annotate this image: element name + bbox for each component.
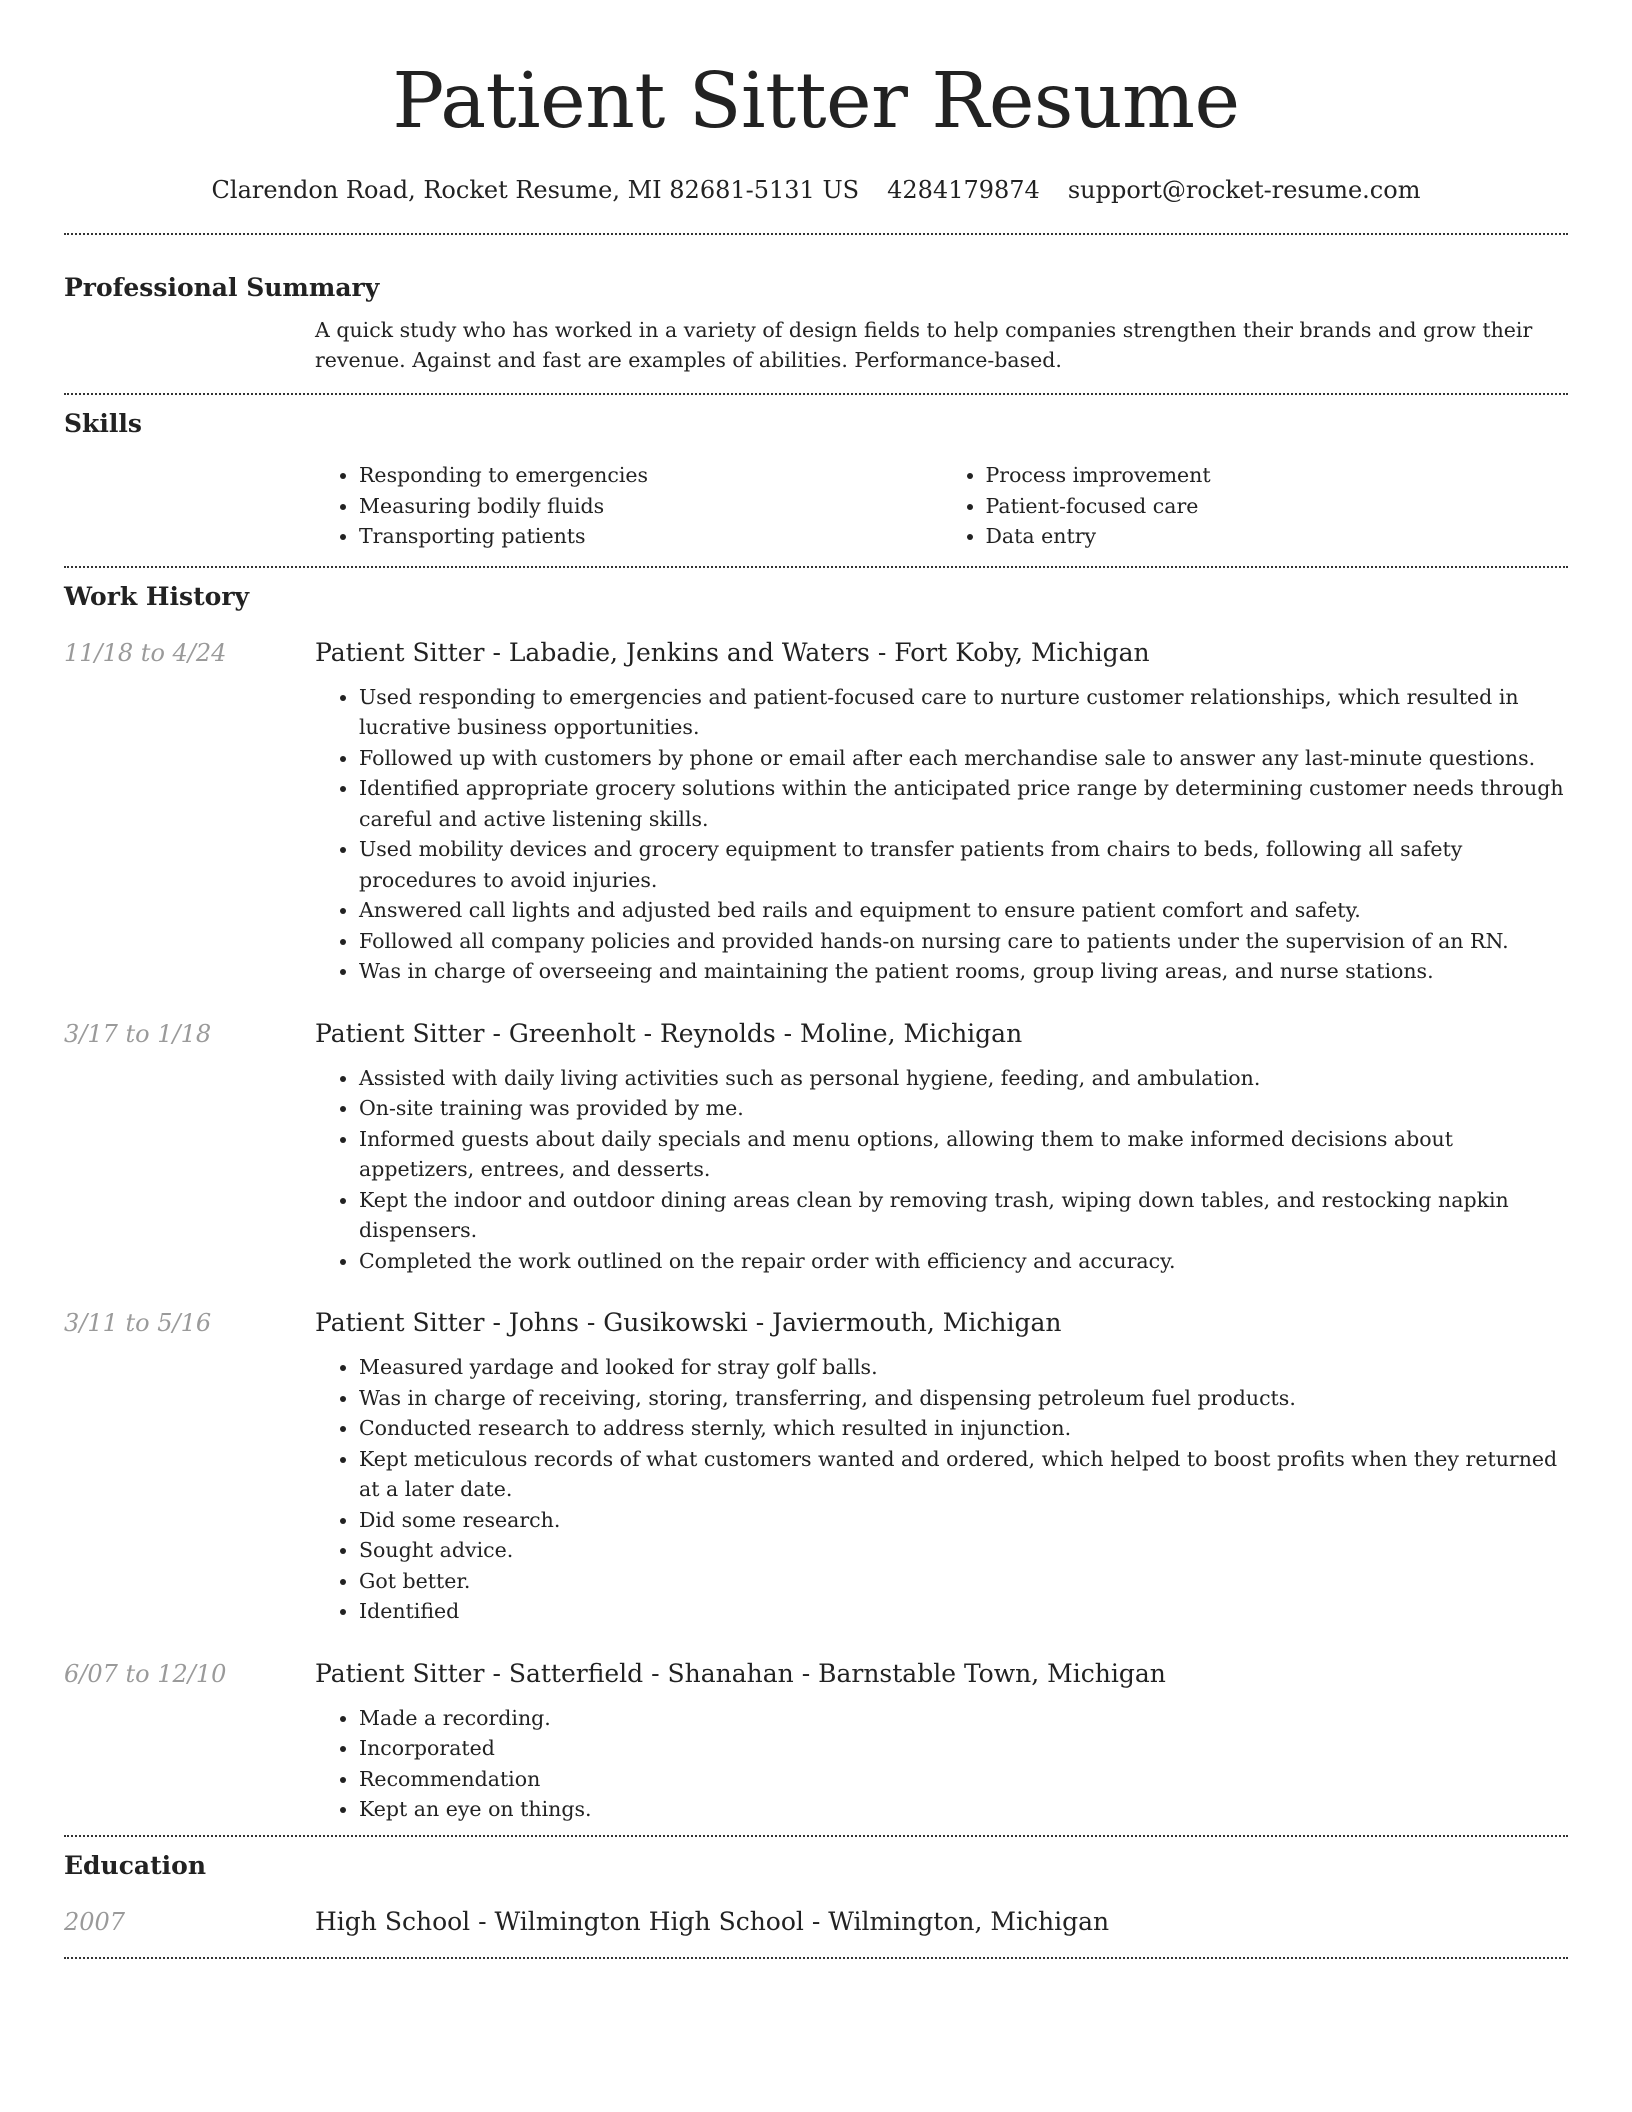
job-spacer bbox=[64, 1352, 315, 1627]
skill-item: • Data entry bbox=[986, 521, 1569, 552]
job-title: Patient Sitter - Greenholt - Reynolds - Moline, Michigan bbox=[315, 1018, 1023, 1048]
job-bullet: • Was in charge of overseeing and maintaining the patient rooms, group living areas, and nurse stations. bbox=[359, 956, 1568, 987]
job-bullet: • Got better. bbox=[359, 1566, 1568, 1597]
work-heading: Work History bbox=[64, 581, 250, 611]
skill-item: • Process improvement bbox=[986, 460, 1569, 491]
work-section bbox=[64, 568, 1568, 1825]
job-bullet: • Recommendation bbox=[359, 1764, 1568, 1795]
summary-row bbox=[64, 315, 1568, 375]
job-bullet: • Kept the indoor and outdoor dining areas clean by removing trash, wiping down tables, and restocking napkin dispensers. bbox=[359, 1185, 1568, 1246]
job-bullet: • Made a recording. bbox=[359, 1703, 1568, 1734]
job-header bbox=[64, 1657, 1568, 1691]
job-entry bbox=[64, 1017, 1568, 1277]
skills-list-right bbox=[942, 460, 1569, 552]
job-title: Patient Sitter - Labadie, Jenkins and Waters - Fort Koby, Michigan bbox=[315, 637, 1150, 667]
job-bullet: • Sought advice. bbox=[359, 1535, 1568, 1566]
job-bullet: • Identified bbox=[359, 1596, 1568, 1627]
job-title: Patient Sitter - Johns - Gusikowski - Javiermouth, Michigan bbox=[315, 1308, 1062, 1337]
job-dates: 3/11 to 5/16 bbox=[64, 1309, 212, 1337]
job-bullet: • On-site training was provided by me. bbox=[359, 1093, 1568, 1124]
job-bullet: • Assisted with daily living activities such as personal hygiene, feeding, and ambulation. bbox=[359, 1063, 1568, 1094]
job-dates: 11/18 to 4/24 bbox=[64, 638, 227, 667]
job-bullet: • Did some research. bbox=[359, 1505, 1568, 1536]
contact-info bbox=[64, 174, 1568, 206]
summary-section bbox=[64, 235, 1568, 375]
job-bullet: • Kept an eye on things. bbox=[359, 1794, 1568, 1825]
job-bullet: • Used responding to emergencies and patient-focused care to nurture customer relationships, which resulted in lucrative business opportunities. bbox=[359, 682, 1568, 743]
job-details bbox=[64, 1352, 1568, 1627]
job-bullet: • Measured yardage and looked for stray golf balls. bbox=[359, 1352, 1568, 1383]
job-spacer bbox=[64, 1703, 315, 1825]
job-header bbox=[64, 1017, 1568, 1051]
job-bullet-list bbox=[315, 1063, 1568, 1277]
job-header bbox=[64, 636, 1568, 670]
job-spacer bbox=[64, 682, 315, 987]
summary-heading: Professional Summary bbox=[64, 273, 380, 302]
job-spacer bbox=[64, 1063, 315, 1277]
job-title: Patient Sitter - Satterfield - Shanahan - Barnstable Town, Michigan bbox=[315, 1658, 1166, 1688]
contact-email: support@rocket-resume.com bbox=[1067, 176, 1421, 204]
job-bullet: • Completed the work outlined on the repair order with efficiency and accuracy. bbox=[359, 1246, 1568, 1277]
section-divider bbox=[64, 1957, 1568, 1959]
summary-spacer bbox=[64, 315, 315, 375]
job-details bbox=[64, 1063, 1568, 1277]
job-dates: 3/17 to 1/18 bbox=[64, 1019, 212, 1048]
job-bullet: • Used mobility devices and grocery equipment to transfer patients from chairs to beds, following all safety procedures to avoid injuries. bbox=[359, 834, 1568, 895]
skills-section bbox=[64, 395, 1568, 552]
education-entry: High School - Wilmington High School - Wilmington, Michigan bbox=[315, 1906, 1110, 1936]
job-bullet: • Followed up with customers by phone or email after each merchandise sale to answer any last-minute questions. bbox=[359, 743, 1568, 774]
skills-grid bbox=[315, 460, 1568, 552]
job-bullet: • Conducted research to address sternly, which resulted in injunction. bbox=[359, 1413, 1568, 1444]
skill-item: • Responding to emergencies bbox=[359, 460, 942, 491]
job-bullet: • Identified appropriate grocery solutions within the anticipated price range by determining customer needs through careful and active listening skills. bbox=[359, 773, 1568, 834]
job-bullet: • Answered call lights and adjusted bed rails and equipment to ensure patient comfort and safety. bbox=[359, 895, 1568, 926]
job-details bbox=[64, 682, 1568, 987]
skill-item: • Measuring bodily fluids bbox=[359, 491, 942, 522]
page-title: Patient Sitter Resume bbox=[392, 57, 1240, 146]
skills-heading: Skills bbox=[64, 409, 142, 438]
skills-spacer bbox=[64, 460, 315, 552]
skills-list-left bbox=[315, 460, 942, 552]
job-entry bbox=[64, 1657, 1568, 1825]
education-row bbox=[64, 1905, 1568, 1939]
contact-phone: 4284179874 bbox=[887, 176, 1040, 204]
job-header bbox=[64, 1306, 1568, 1340]
job-details bbox=[64, 1703, 1568, 1825]
education-year: 2007 bbox=[64, 1907, 126, 1936]
summary-text: A quick study who has worked in a variety of design fields to help companies strengthen their brands and grow their revenue. Against and fast are examples of abilities. Performance-based. bbox=[315, 318, 1533, 372]
contact-address: Clarendon Road, Rocket Resume, MI 82681-5131 US bbox=[211, 176, 860, 204]
job-entry bbox=[64, 636, 1568, 987]
skill-item: • Patient-focused care bbox=[986, 491, 1569, 522]
job-bullet: • Followed all company policies and provided hands-on nursing care to patients under the supervision of an RN. bbox=[359, 926, 1568, 957]
job-entry bbox=[64, 1306, 1568, 1627]
job-bullet-list bbox=[315, 682, 1568, 987]
skills-row bbox=[64, 460, 1568, 552]
job-bullet-list bbox=[315, 1352, 1568, 1627]
education-section bbox=[64, 1837, 1568, 1939]
job-bullet-list bbox=[315, 1703, 1568, 1825]
job-dates: 6/07 to 12/10 bbox=[64, 1659, 227, 1688]
job-bullet: • Informed guests about daily specials and menu options, allowing them to make informed decisions about appetizers, entrees, and desserts. bbox=[359, 1124, 1568, 1185]
education-heading: Education bbox=[64, 1850, 207, 1880]
job-bullet: • Incorporated bbox=[359, 1733, 1568, 1764]
job-bullet: • Kept meticulous records of what customers wanted and ordered, which helped to boost profits when they returned at a later date. bbox=[359, 1444, 1568, 1505]
skill-item: • Transporting patients bbox=[359, 521, 942, 552]
job-bullet: • Was in charge of receiving, storing, transferring, and dispensing petroleum fuel products. bbox=[359, 1383, 1568, 1414]
